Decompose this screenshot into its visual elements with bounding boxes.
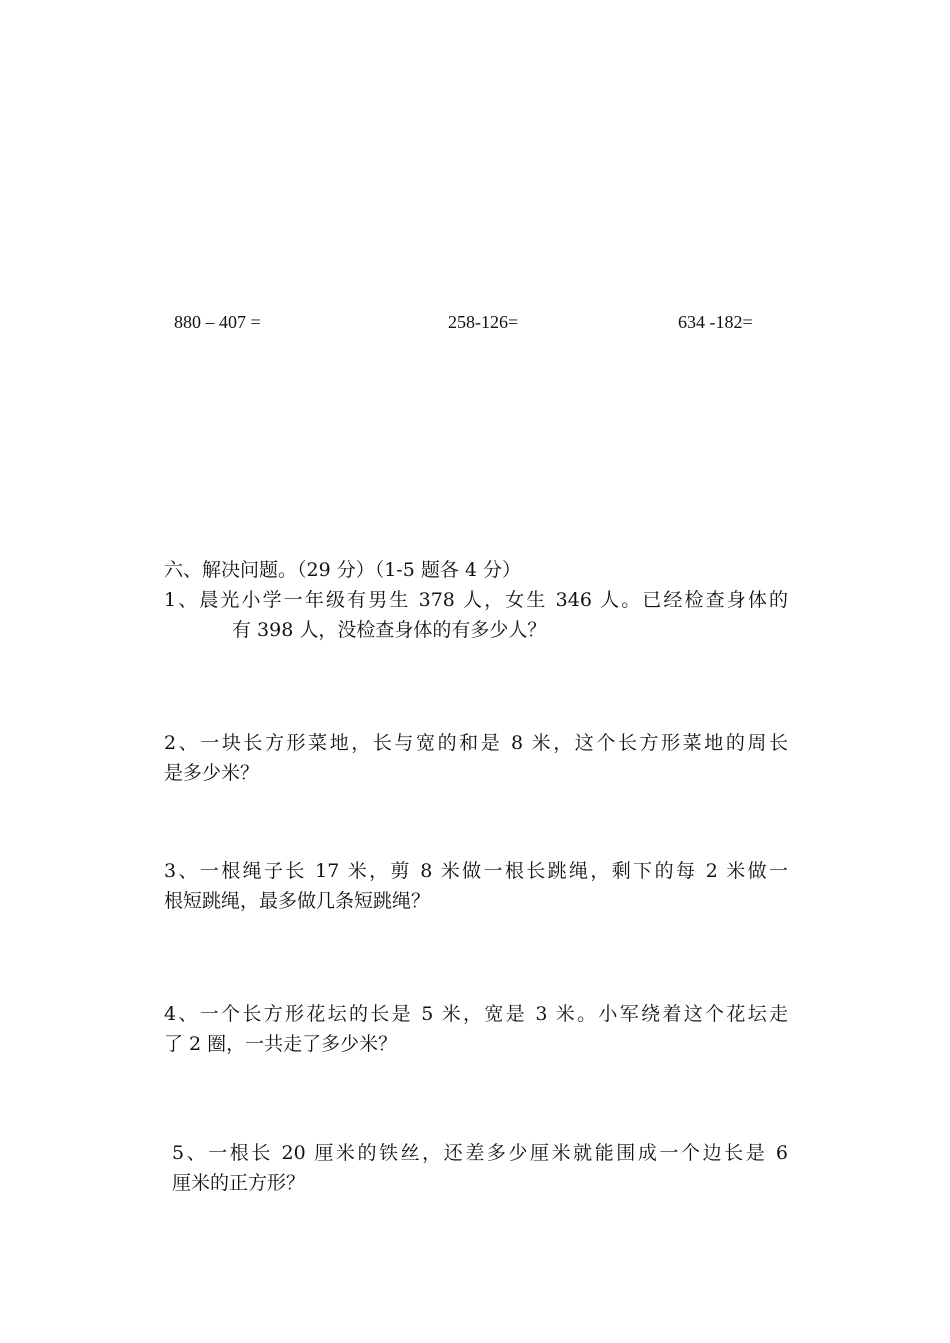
problem-5-line-2: 厘米的正方形？ <box>172 1172 306 1194</box>
problem-5-line-1: 5、一根长 20 厘米的铁丝，还差多少厘米就能围成一个边长是 6 <box>172 1142 788 1164</box>
problem-3-line-2: 根短跳绳，最多做几条短跳绳？ <box>164 890 431 912</box>
problem-1-line-2: 有 398 人，没检查身体的有多少人？ <box>232 619 547 641</box>
problem-2-line-2: 是多少米？ <box>164 762 260 784</box>
section-heading: 六、解决问题。（29 分）（1-5 题各 4 分） <box>164 559 522 581</box>
equation-2: 258-126= <box>448 312 519 332</box>
problem-2-line-1: 2、一块长方形菜地，长与宽的和是 8 米，这个长方形菜地的周长 <box>164 732 788 754</box>
equation-3: 634 -182= <box>678 312 753 332</box>
problem-4-line-1: 4、一个长方形花坛的长是 5 米，宽是 3 米。小军绕着这个花坛走 <box>164 1003 788 1025</box>
problem-4-line-2: 了 2 圈，一共走了多少米？ <box>164 1033 398 1055</box>
problem-1-line-1: 1、晨光小学一年级有男生 378 人，女生 346 人。已经检查身体的 <box>164 589 788 611</box>
equation-1: 880 – 407 = <box>174 312 261 332</box>
problem-3-line-1: 3、一根绳子长 17 米，剪 8 米做一根长跳绳，剩下的每 2 米做一 <box>164 860 788 882</box>
